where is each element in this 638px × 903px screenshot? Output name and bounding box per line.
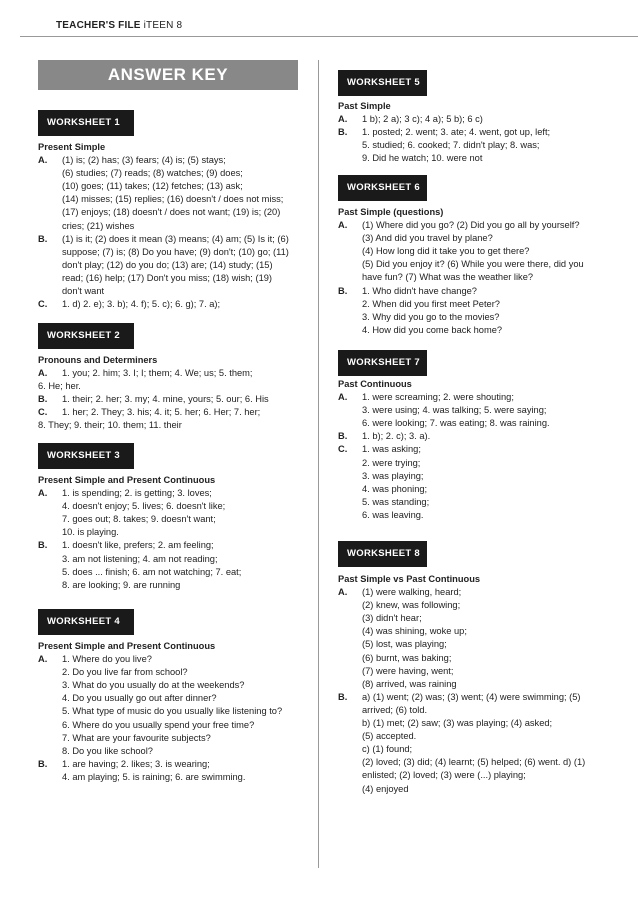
worksheet-1-label: WORKSHEET 1 [38, 110, 134, 136]
worksheet-4-section [38, 640, 313, 784]
item-letter: C. [38, 299, 48, 310]
answer-line: (1) is it; (2) does it mean (3) means; (4) am; (5) Is it; (6) [62, 233, 289, 244]
top-rule [20, 36, 638, 37]
worksheet-2-label: WORKSHEET 2 [38, 323, 134, 349]
answer-line: (2) knew, was following; [362, 600, 461, 611]
answer-line: 9. Did he watch; 10. were not [362, 153, 483, 164]
answer-line: 5. What type of music do you usually like listening to? [62, 706, 283, 717]
answer-line: (5) Did you enjoy it? (6) While you were there, did you [362, 259, 584, 270]
item-letter: A. [38, 155, 48, 166]
page-header [56, 20, 182, 31]
item-letter: B. [38, 394, 48, 405]
worksheet-7-title: Past Continuous [338, 379, 412, 389]
worksheet-3-part-a [38, 487, 313, 539]
answer-line: (5) accepted. [362, 731, 417, 742]
worksheet-1-part-c [38, 298, 313, 311]
answer-line: 1. d) 2. e); 3. b); 4. f); 5. c); 6. g); 7. a); [62, 299, 221, 310]
answer-line: 1. their; 2. her; 3. my; 4. mine, yours; 5. our; 6. His [62, 394, 269, 405]
worksheet-5-part-a [338, 113, 628, 126]
answer-line: 7. goes out; 8. takes; 9. doesn't want; [62, 514, 216, 525]
header-file: FILE [118, 20, 141, 31]
answer-line: 2. Do you live far from school? [62, 667, 188, 678]
worksheet-7-label: WORKSHEET 7 [338, 350, 427, 376]
answer-line: 1. doesn't like, prefers; 2. am feeling; [62, 540, 214, 551]
item-letter: A. [38, 368, 48, 379]
item-letter: B. [338, 127, 348, 138]
answer-line: (10) goes; (11) takes; (12) fetches; (13) ask; [62, 181, 243, 192]
answer-line: (3) didn't hear; [362, 613, 422, 624]
answer-line: read; (16) help; (17) Don't you miss; (18) wish; (19) [62, 272, 273, 283]
answer-line: (6) burnt, was baking; [362, 652, 452, 663]
worksheet-3-title: Present Simple and Present Continuous [38, 475, 216, 485]
answer-line: 1. Who didn't have change? [362, 285, 477, 296]
answer-line: 2. were trying; [362, 457, 421, 468]
answer-line: (8) arrived, was raining [362, 678, 457, 689]
answer-line: (14) misses; (15) replies; (16) doesn't / does not miss; [62, 194, 284, 205]
answer-line: 3. am not listening; 4. am not reading; [62, 553, 218, 564]
worksheet-1-title: Present Simple [38, 142, 106, 152]
answer-line: 7. What are your favourite subjects? [62, 732, 211, 743]
item-letter: A. [338, 220, 348, 231]
header-series: iTEEN 8 [143, 20, 183, 31]
item-letter: C. [38, 407, 48, 418]
worksheet-2-section [38, 354, 313, 433]
answer-line: cries; (21) wishes [62, 220, 135, 231]
answer-line: c) (1) found; [362, 744, 413, 755]
item-letter: C. [338, 444, 348, 455]
answer-line: 8. Do you like school? [62, 745, 153, 756]
item-letter: B. [38, 758, 48, 769]
answer-line: 6. were looking; 7. was eating; 8. was raining. [362, 418, 550, 429]
answer-line: 1 b); 2 a); 3 c); 4 a); 5 b); 6 c) [362, 114, 483, 125]
worksheet-8-part-a [338, 586, 628, 691]
answer-line: (2) loved; (3) did; (4) learnt; (5) helped; (6) went. d) (1) [362, 757, 586, 768]
answer-line: 8. They; 9. their; 10. them; 11. their [38, 420, 182, 431]
worksheet-4-label: WORKSHEET 4 [38, 609, 134, 635]
column-divider [318, 60, 319, 868]
answer-line: 4. How did you come back home? [362, 324, 503, 335]
answer-line: enlisted; (2) loved; (3) were (...) playing; [362, 770, 526, 781]
answer-line: 2. When did you first meet Peter? [362, 298, 500, 309]
answer-line: arrived; (6) told. [362, 704, 428, 715]
answer-line: (5) lost, was playing; [362, 639, 447, 650]
answer-line: 1. Where do you live? [62, 654, 152, 665]
answer-line: 3. What do you usually do at the weekends? [62, 680, 245, 691]
worksheet-2-title: Pronouns and Determiners [38, 355, 158, 365]
answer-line: 4. Do you usually go out after dinner? [62, 693, 217, 704]
worksheet-7-part-a [338, 391, 628, 430]
answer-line: 5. studied; 6. cooked; 7. didn't play; 8. was; [362, 140, 540, 151]
item-letter: A. [338, 114, 348, 125]
worksheet-5-title: Past Simple [338, 101, 391, 111]
answer-key-title: ANSWER KEY [38, 60, 298, 90]
worksheet-1-part-b [38, 233, 313, 298]
worksheet-8-label: WORKSHEET 8 [338, 541, 427, 567]
item-letter: A. [38, 654, 48, 665]
answer-line: (1) is; (2) has; (3) fears; (4) is; (5) stays; [62, 155, 226, 166]
worksheet-8-section [338, 573, 628, 796]
worksheet-7-part-b [338, 430, 628, 443]
answer-line: suppose; (7) is; (8) Do you have; (9) don't; (10) go; (11) [62, 246, 289, 257]
worksheet-8-part-b [338, 691, 628, 796]
answer-line: 1. were screaming; 2. were shouting; [362, 392, 514, 403]
answer-line: 10. is playing. [62, 527, 119, 538]
answer-line: 3. were using; 4. was talking; 5. were saying; [362, 405, 547, 416]
worksheet-2-part-b [38, 393, 313, 406]
answer-line: 3. Why did you go to the movies? [362, 311, 500, 322]
worksheet-5-label: WORKSHEET 5 [338, 70, 427, 96]
header-teachers: TEACHER'S [56, 20, 116, 31]
answer-line: 3. was playing; [362, 470, 424, 481]
worksheet-4-part-a [38, 653, 313, 758]
answer-line: (17) enjoys; (18) doesn't / does not want; (19) is; (20) [62, 207, 281, 218]
worksheet-1-section [38, 141, 313, 311]
answer-line: (3) And did you travel by plane? [362, 233, 493, 244]
answer-line: don't play; (12) do you do; (13) are; (14) study; (15) [62, 259, 273, 270]
answer-line: (4) enjoyed [362, 783, 409, 794]
item-letter: B. [338, 285, 348, 296]
item-letter: B. [338, 691, 348, 702]
answer-line: 8. are looking; 9. are running [62, 579, 181, 590]
worksheet-4-title: Present Simple and Present Continuous [38, 641, 216, 651]
answer-line: a) (1) went; (2) was; (3) went; (4) were swimming; (5) [362, 691, 581, 702]
answer-line: 1. her; 2. They; 3. his; 4. it; 5. her; 6. Her; 7. her; [62, 407, 261, 418]
worksheet-8-title: Past Simple vs Past Continuous [338, 574, 481, 584]
answer-line: 4. was phoning; [362, 483, 428, 494]
worksheet-2-part-a [38, 367, 313, 393]
worksheet-1-part-a [38, 154, 313, 233]
worksheet-6-label: WORKSHEET 6 [338, 175, 427, 201]
worksheet-6-part-b [338, 285, 628, 337]
worksheet-6-section [338, 206, 628, 337]
item-letter: A. [338, 392, 348, 403]
answer-line: 5. was standing; [362, 496, 430, 507]
answer-line: 1. b); 2. c); 3. a). [362, 431, 431, 442]
answer-line: 4. doesn't enjoy; 5. lives; 6. doesn't like; [62, 501, 226, 512]
worksheet-4-part-b [38, 758, 313, 784]
answer-line: 5. does ... finish; 6. am not watching; 7. eat; [62, 566, 242, 577]
worksheet-7-part-c [338, 443, 628, 522]
worksheet-5-part-b [338, 126, 628, 165]
worksheet-3-part-b [38, 539, 313, 591]
answer-line: 4. am playing; 5. is raining; 6. are swimming. [62, 771, 246, 782]
item-letter: A. [338, 587, 348, 598]
answer-line: 1. are having; 2. likes; 3. is wearing; [62, 758, 210, 769]
answer-line: don't want [62, 286, 105, 297]
item-letter: B. [338, 431, 348, 442]
item-letter: A. [38, 488, 48, 499]
answer-line: 1. posted; 2. went; 3. ate; 4. went, got up, left; [362, 127, 551, 138]
worksheet-2-part-c [38, 406, 313, 432]
worksheet-6-title: Past Simple (questions) [338, 207, 444, 217]
worksheet-3-label: WORKSHEET 3 [38, 443, 134, 469]
item-letter: B. [38, 233, 48, 244]
answer-line: 1. you; 2. him; 3. I; I; them; 4. We; us; 5. them; [62, 368, 253, 379]
answer-line: (6) studies; (7) reads; (8) watches; (9) does; [62, 168, 243, 179]
worksheet-7-section [338, 378, 628, 522]
answer-line: (1) Where did you go? (2) Did you go all by yourself? [362, 220, 580, 231]
answer-line: 6. was leaving. [362, 509, 424, 520]
answer-line: have fun? (7) What was the weather like? [362, 272, 534, 283]
item-letter: B. [38, 540, 48, 551]
worksheet-5-section [338, 100, 628, 165]
answer-line: (4) was shining, woke up; [362, 626, 467, 637]
answer-line: 1. was asking; [362, 444, 421, 455]
answer-line: 6. He; her. [38, 381, 81, 392]
answer-line: (1) were walking, heard; [362, 587, 462, 598]
answer-line: 1. is spending; 2. is getting; 3. loves; [62, 488, 212, 499]
worksheet-3-section [38, 474, 313, 592]
answer-line: (7) were having, went; [362, 665, 454, 676]
worksheet-6-part-a [338, 219, 628, 284]
answer-line: (4) How long did it take you to get there? [362, 246, 530, 257]
answer-line: b) (1) met; (2) saw; (3) was playing; (4) asked; [362, 718, 553, 729]
answer-line: 6. Where do you usually spend your free time? [62, 719, 255, 730]
